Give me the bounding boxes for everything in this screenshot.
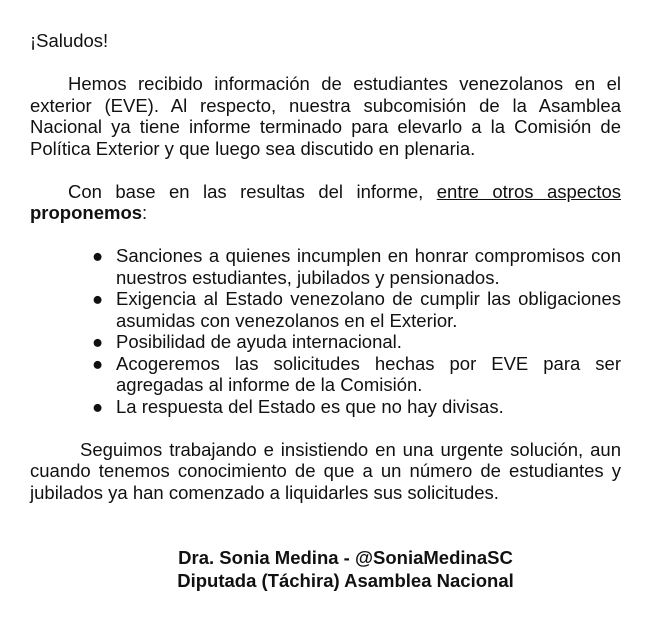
list-item	[92, 352, 621, 396]
signature-block	[70, 546, 621, 592]
list-item-text: Posibilidad de ayuda internacional.	[116, 331, 402, 352]
bullet-icon: ●	[92, 395, 104, 417]
proposals-intro-tail: :	[142, 202, 148, 223]
bullet-icon: ●	[92, 288, 104, 309]
intro-paragraph: Hemos recibido información de estudiantes venezolanos en el exterior (EVE). Al respecto, nuestra subcomisión de la Asamblea Nacional ya tiene informe terminado para elevarlo a la Comisión de Política Exterior y que luego sea discutido en plenaria.	[30, 73, 621, 159]
bullet-icon: ●	[92, 245, 104, 266]
greeting: ¡Saludos!	[30, 30, 109, 51]
signature-name: Dra. Sonia Medina - @SoniaMedinaSC	[178, 547, 513, 568]
letter-document	[30, 30, 621, 592]
list-item-text: Sanciones a quienes incumplen en honrar compromisos con nuestros estudiantes, jubilados y pensionados.	[116, 245, 621, 288]
proposals-intro-paragraph	[30, 181, 621, 224]
bullet-icon: ●	[92, 352, 104, 374]
bold-keyword: proponemos	[30, 202, 143, 223]
proposals-list	[30, 245, 621, 417]
list-item	[92, 288, 621, 331]
list-item-text: Exigencia al Estado venezolano de cumplir las obligaciones asumidas con venezolanos en el Exterior.	[116, 288, 621, 331]
list-item	[92, 245, 621, 288]
proposals-intro-lead: Con base en las resultas del informe,	[68, 180, 437, 202]
list-item	[92, 331, 621, 353]
list-item	[92, 395, 621, 418]
list-item-text: Acogeremos las solicitudes hechas por EVE para ser agregadas al informe de la Comisión.	[116, 352, 621, 395]
bullet-icon: ●	[92, 331, 104, 352]
signature-title: Diputada (Táchira) Asamblea Nacional	[177, 570, 514, 591]
underlined-phrase: entre otros aspectos	[436, 180, 621, 202]
list-item-text: La respuesta del Estado es que no hay divisas.	[116, 395, 504, 417]
closing-paragraph: Seguimos trabajando e insistiendo en una urgente solución, aun cuando tenemos conocimiento de que a un número de estudiantes y jubilados ya han comenzado a liquidarles sus solicitudes.	[30, 438, 621, 503]
